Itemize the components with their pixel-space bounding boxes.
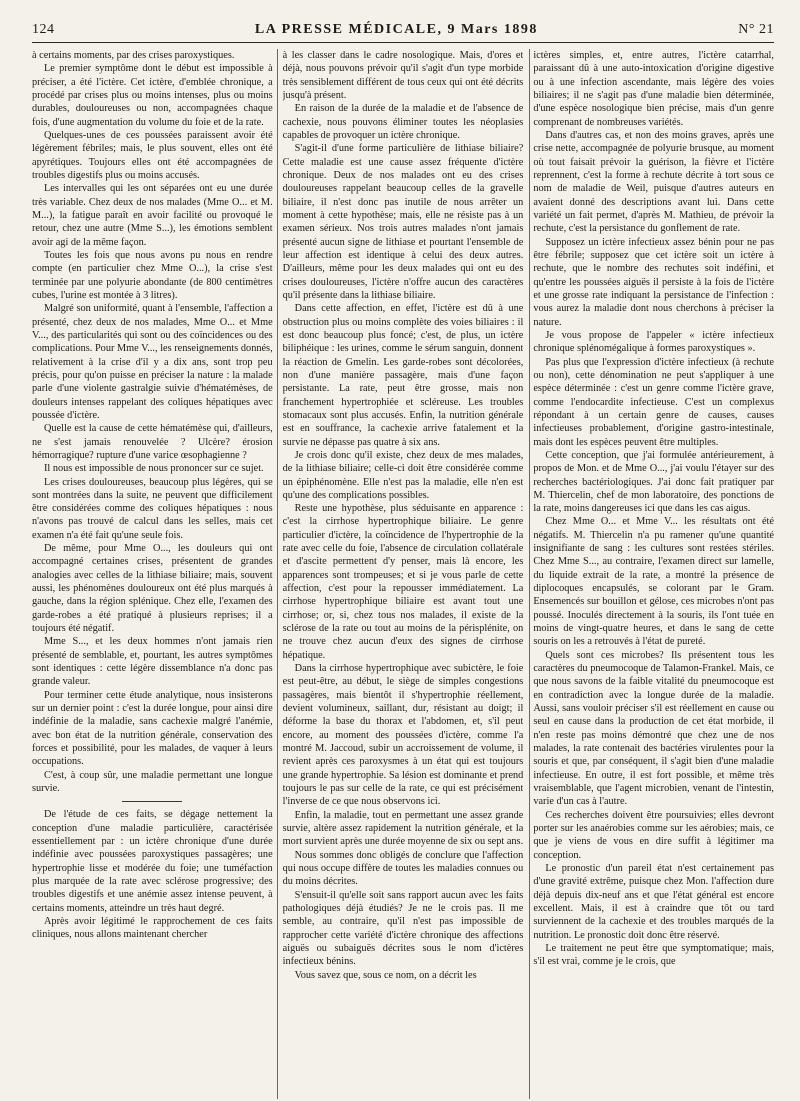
paragraph: Reste une hypothèse, plus séduisante en apparence : c'est la cirrhose hypertrophique biliaire. Le genre particulier d'ictère, la coïncidence de l'hypertrophie de la rate avec celle du foie, l'absence de circulation collatérale et d'ascite permettent d'y penser, mais là encore, les apparences sont trompeuses; et si je vous parle de cette affection, c'est pour la repousser immédiatement. La cirrhose hypertrophique biliaire est avant tout une cirrhose; or, si, chez tous nos malades, il existe de la sclérose de la rate ou tout au moins de la périsplénite, on ne trouve chez aucun d'eux des signes de cirrhose hépatique.	[282, 503, 524, 661]
paragraph: Quels sont ces microbes? Ils présentent tous les caractères du pneumocoque de Talamon-Frankel. Mais, ce que nous savons de la faible vitalité du pneumocoque est en contradiction avec la longue durée de la maladie. Aussi, sans vouloir préciser s'il est réellement en cause ou seul en cause dans la production de cet état morbide, il n'en reste pas moins démontré que chez une de nos malades, la rate contenait des bactéries virulentes pour la souris et que, par conséquent, il s'agit bien d'une maladie infectieuse. En outre, il est fort possible, et même très vraisemblable, que l'agent microbien, venant de l'intestin, varie d'un cas à l'autre.	[533, 649, 774, 808]
column-rule	[277, 49, 278, 1099]
issue-number: N° 21	[738, 22, 774, 37]
page-number: 124	[32, 22, 55, 37]
paragraph: Dans d'autres cas, et non des moins graves, après une crise nette, accompagnée de polyurie brusque, au moment où tout faisait prévoir la guérison, la fièvre et l'ictère reprennent, c'est la forme à rechute décrite à tort sous ce nom de maladie de Weil, puisque d'autres auteurs en avaient donné des descriptions avant lui. Dans cette variété un fait permet, d'après M. Mathieu, de prévoir la rechute, c'est la persistance du gonflement de rate.	[533, 129, 774, 235]
column-2	[283, 49, 524, 1099]
paragraph: Chez Mme O... et Mme V... les résultats ont été négatifs. M. Thiercelin n'a pu ramener qu'une quantité insignifiante de sang : les cultures sont restées stériles. Chez Mme S..., au contraire, l'examen direct sur lamelle, du liquide extrait de la rate, a montré la présence de diplocoques encapsulés, se colorant par le Gram. Ensemencés sur bouillon et gélose, ces microbes n'ont pas poussé. Inoculés directement à la souris, ils l'ont tuée en moins de vingt-quatre heures, et dans le sang de cette souris on les a retrouvés à l'état de pureté.	[533, 516, 774, 648]
paragraph: à certains moments, par des crises paroxystiques.	[32, 50, 235, 61]
paragraph: Le premier symptôme dont le début est impossible à préciser, a été l'ictère. Cet ictère, d'emblée chronique, a procédé par crises plus ou moins intenses, plus ou moins durables, douloureuses ou non, accompagnées chaque fois, d'une augmentation du volume du foie et de la rate.	[32, 63, 273, 128]
paragraph: Il nous est impossible de nous prononcer sur ce sujet.	[44, 463, 264, 475]
paragraph: Je vous propose de l'appeler « ictère infectieux chronique splénomégalique à formes paroxystiques ».	[533, 329, 774, 355]
paragraph: ictères simples, et, entre autres, l'ictère catarrhal, paraissant dû à une auto-intoxication d'origine digestive ou à une infection ascendante, mais légère des voies biliaires; il ne s'agit pas d'une maladie bien déterminée, d'une espèce nosologique bien précise, mais d'un genre comprenant de nombreuses variétés.	[533, 50, 774, 128]
paragraph: Quelques-unes de ces poussées paraissent avoir été légèrement fébriles; mais, le plus souvent, elles ont été apyrétiques. Toujours elles ont été accompagnées de troubles digestifs plus ou moins accusés.	[32, 129, 273, 181]
paragraph: S'ensuit-il qu'elle soit sans rapport aucun avec les faits pathologiques déjà étudiés? Je ne le crois pas. Il me semble, au contraire, qu'il n'est pas impossible de rapprocher cette variété d'ictère chronique des affections aiguës ou subaiguës décrites sous le nom d'ictères infectieux bénins.	[282, 889, 524, 968]
paragraph: Le traitement ne peut être que symptomatique; mais, s'il est vrai, comme je le crois, que	[533, 942, 774, 968]
paragraph: De l'étude de ces faits, se dégage nettement la conception d'une maladie particulière, caractérisée essentiellement par : un ictère chronique d'une durée indéfinie avec poussées paroxystiques passagères; une hypertrophie lisse et modérée du foie; une tuméfaction plus marquée de la rate avec sclérose progressive; des troubles digestifs et une anémie assez intense peuvent, à certains moments, atteindre un très haut degré.	[32, 809, 273, 914]
paragraph: Dans la cirrhose hypertrophique avec subictère, le foie est peut-être, au début, le siège de simples congestions passagères, mais bientôt il s'hypertrophie réellement, devient volumineux, saillant, dur, résistant au doigt; il déforme la base du thorax et l'abdomen, et, s'il peut encore, au moment des poussées d'ictère, comme l'a montré M. Jaccoud, subir un accroissement de volume, il revient après ces paroxysmes à un état qui est toujours une grande hypertrophie. Sa lésion est dominante et prend toujours le pas sur celle de la rate, ce qui est précisément l'inverse de ce que nous observons ici.	[282, 663, 524, 808]
text-columns	[32, 49, 774, 1099]
column-3	[533, 49, 774, 1099]
paragraph: à les classer dans le cadre nosologique. Mais, d'ores et déjà, nous pouvons prévoir qu'il s'agit d'un type morbide très sensiblement différent de tous ceux qui ont été décrits jusqu'à présent.	[282, 50, 524, 101]
paragraph: De même, pour Mme O..., les douleurs qui ont accompagné certaines crises, présentent de grandes analogies avec celles de la lithiase biliaire; mais, souvent aussi, les phénomènes douloureux ont été plus marqués à gauche, dans la région splénique. Chez elle, l'examen des garde-robes a été pratiqué à plusieurs reprises; il a toujours été négatif.	[32, 543, 273, 635]
paragraph: Cette conception, que j'ai formulée antérieurement, à propos de Mon. et de Mme O..., j'ai voulu l'étayer sur des recherches bactériologiques. J'ai donc fait pratiquer par M. Thiercelin, chef de mon laboratoire, des ponctions de la rate, moins dangereuses ici que dans les cas aigus.	[533, 449, 774, 515]
paragraph: Supposez un ictère infectieux assez bénin pour ne pas être fébrile; supposez que cet ictère soit un ictère à rechute, que le nombre des rechutes soit indéfini, et qu'entre les poussées aiguës il persiste à la fois de l'ictère et une grosse rate indiquant la persistance de l'infection : vous aurez la maladie dont nous cherchons à préciser la nature.	[533, 236, 774, 328]
journal-header: LA PRESSE MÉDICALE, 9 Mars 1898	[254, 22, 538, 37]
paragraph: Mme S..., et les deux hommes n'ont jamais rien présenté de semblable, et, pourtant, les autres symptômes sont identiques : cette légère dissemblance n'a donc pas grande valeur.	[32, 636, 273, 688]
paragraph: Pas plus que l'expression d'ictère infectieux (à rechute ou non), cette dénomination ne peut s'appliquer à une espèce déterminée : c'est un genre comme l'ictère grave, comme l'endocardite infectieuse. C'est un complexus répondant à un certain genre de causes, causes infectieuses probablement, d'origine gastro-intestinale, mais dont les espèces peuvent être multiples.	[533, 356, 774, 448]
running-header	[32, 22, 774, 43]
journal-title: LA PRESSE MÉDICALE	[254, 22, 438, 37]
paragraph: Les crises douloureuses, beaucoup plus légères, qui se sont montrées dans la suite, ne peuvent que difficilement être considérées comme des coliques hépatiques : nous n'avons pas trouvé de calcul dans les selles, mais cet examen n'a été fait qu'une seule fois.	[32, 476, 273, 541]
paragraph: Quelle est la cause de cette hématémèse qui, d'ailleurs, ne s'est jamais renouvelée ? Ulcère? érosion hémorragique? rupture d'une varice œsophagienne ?	[32, 423, 273, 461]
paragraph: Nous sommes donc obligés de conclure que l'affection qui nous occupe diffère de toutes les maladies connues ou du moins décrites.	[282, 849, 524, 888]
paragraph: Vous savez que, sous ce nom, on a décrit les	[294, 969, 477, 981]
paragraph: Le pronostic d'un pareil état n'est certainement pas d'une gravité extrême, puisque chez Mon. l'affection dure déjà depuis dix-neuf ans et que l'état général est encore excellent. Mais, il est à craindre que tôt ou tard surviennent de la cachexie et des troubles marqués de la nutrition. Le pronostic doit donc être réservé.	[533, 863, 774, 941]
issue-date: 9 Mars 1898	[447, 22, 538, 37]
paragraph: Dans cette affection, en effet, l'ictère est dû à une obstruction plus ou moins complète des voies biliaires : il est donc beaucoup plus foncé; c'est, de plus, un ictère biliphéique : les urines, comme le sérum sanguin, donnent la réaction de Gmelin. Les garde-robes sont décolorées, non d'une manière passagère, mais d'une façon persistante. La rate, peut être grosse, mais non franchement hypertrophiée et scléreuse. Les troubles stomacaux sont plus accusés. Enfin, la nutrition générale est en souffrance, la cachexie arrive fatalement et la survie ne dépasse pas quatre à six ans.	[282, 303, 524, 448]
paragraph: Enfin, la maladie, tout en permettant une assez grande survie, altère assez rapidement la nutrition générale, et la mort survient après une durée moyenne de six ou sept ans.	[282, 809, 524, 848]
column-1	[32, 49, 273, 1099]
paragraph: Pour terminer cette étude analytique, nous insisterons sur un dernier point : c'est la durée longue, pour ainsi dire indéfinie de la maladie, sans cachexie malgré l'anémie, avec bon état de la nutrition générale, conservation des forces et possibilité, pour les malades, de vaquer à leurs occupations.	[32, 689, 273, 768]
paragraph: Les intervalles qui les ont séparées ont eu une durée très variable. Chez deux de nos malades (Mme O... et M. M...), la fatigue paraît en avoir facilité ou provoqué le retour, chez une autre (Mme S...), les émotions semblent avoir agi de la même façon.	[32, 183, 273, 248]
paragraph: Après avoir légitimé le rapprochement de ces faits cliniques, nous allons maintenant chercher	[32, 916, 273, 941]
section-separator	[122, 801, 182, 802]
paragraph: Malgré son uniformité, quant à l'ensemble, l'affection a présenté, chez deux de nos malades, Mme O... et Mme V..., des particularités qui sont ou des coïncidences ou des complications. Pour Mme V..., les renseignements donnés, relativement à la crise d'il y a dix ans, sont trop peu précis, pour qu'on puisse en préciser la nature : la malade parle d'une violente gastralgie suivie d'hématémèses, de douleurs intenses rappelant des coliques hépatiques avec poussée d'ictère.	[32, 303, 273, 421]
paragraph: S'agit-il d'une forme particulière de lithiase biliaire? Cette maladie est une cause assez fréquente d'ictère chronique. Deux de nos malades ont eu des crises douloureuses rappelant beaucoup celles de la gravelle biliaire, il n'est donc pas inutile de nous arrêter un moment à cette hypothèse; mais, elle ne résiste pas à un examen sérieux. Nos trois autres malades n'ont jamais présenté aucun signe de lithiase et pourtant l'ensemble de leur affection est identique à celui des deux autres. D'ailleurs, même pour les deux malades qui ont eu des crises douloureuses, l'ictère n'offre aucun des caractères qu'il présente dans la lithiase biliaire.	[282, 143, 524, 301]
paragraph: En raison de la durée de la maladie et de l'absence de cachexie, nous pouvons éliminer toutes les néoplasies capables de provoquer un ictère chronique.	[282, 103, 524, 141]
paragraph: Ces recherches doivent être poursuivies; elles devront porter sur les anaérobies comme sur les aérobies; mais, ce que je viens de vous en dire suffit à légitimer ma conception.	[533, 809, 774, 861]
column-rule	[529, 49, 530, 1099]
paragraph: C'est, à coup sûr, une maladie permettant une longue survie.	[32, 769, 273, 795]
paragraph: Toutes les fois que nous avons pu nous en rendre compte (en particulier chez Mme O...), la crise s'est terminée par une polyurie abondante (de 800 centimètres cubes, l'urine est montée à 3 litres).	[32, 249, 273, 301]
paragraph: Je crois donc qu'il existe, chez deux de mes malades, de la lithiase biliaire; celle-ci doit être considérée comme un épiphénomène. Elle n'est pas la maladie, elle n'en est qu'une des complications possibles.	[282, 449, 524, 501]
